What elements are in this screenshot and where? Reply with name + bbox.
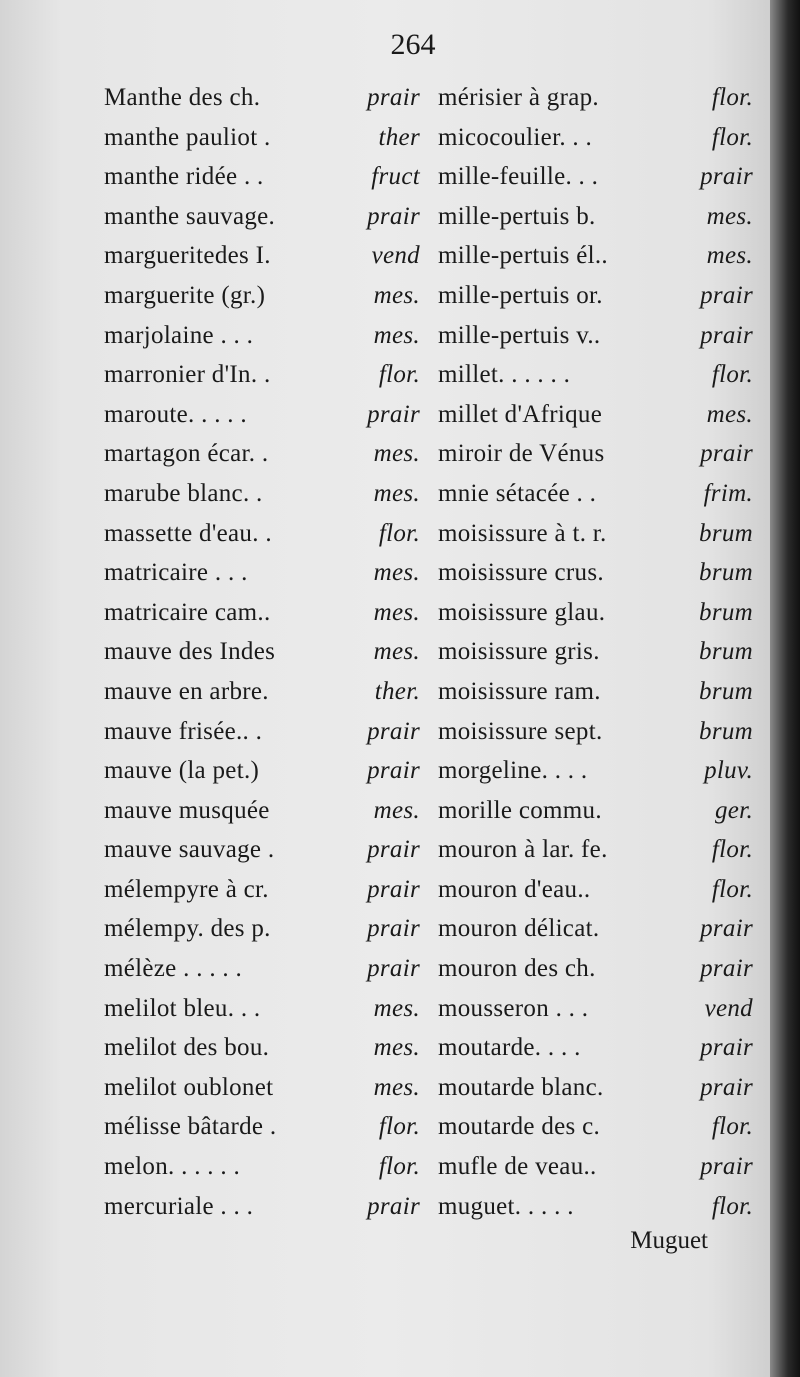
plant-name: massette d'eau. . [104, 519, 272, 547]
index-entry [438, 593, 753, 633]
calendar-category: brum [699, 677, 753, 705]
plant-name: mille-pertuis or. [438, 281, 603, 309]
plant-name: margueritedes I. [104, 242, 271, 270]
index-entry [438, 949, 753, 989]
plant-name: micocoulier. . . [438, 123, 593, 151]
plant-name: mille-feuille. . . [438, 163, 599, 191]
calendar-category: brum [699, 519, 753, 547]
calendar-category: mes. [373, 598, 420, 626]
index-entry [438, 672, 753, 712]
index-entry [438, 791, 753, 831]
calendar-category: mes. [373, 994, 420, 1022]
plant-name: maroute. . . . . [104, 400, 247, 428]
plant-name: mauve en arbre. [104, 677, 269, 705]
calendar-category: brum [699, 598, 753, 626]
index-entry [438, 632, 753, 672]
index-entry [438, 514, 753, 554]
index-entry [438, 474, 753, 514]
index-entry [104, 1107, 420, 1147]
plant-name: mauve des Indes [104, 638, 276, 666]
plant-name: marguerite (gr.) [104, 281, 266, 309]
calendar-category: brum [699, 559, 753, 587]
calendar-category: frim. [703, 479, 753, 507]
index-entry [104, 276, 420, 316]
index-entry [438, 870, 753, 910]
plant-name: moisissure ram. [438, 677, 601, 705]
index-entry [104, 78, 420, 118]
index-entry [104, 197, 420, 237]
plant-name: mille-pertuis él.. [438, 242, 608, 270]
calendar-category: prair [700, 281, 753, 309]
calendar-category: mes. [706, 202, 753, 230]
index-entry [104, 632, 420, 672]
index-entry [438, 830, 753, 870]
calendar-category: flor. [711, 875, 753, 903]
plant-name: mauve (la pet.) [104, 757, 260, 785]
page-edge-shadow [770, 0, 800, 1377]
index-entry [438, 78, 753, 118]
index-entry [438, 236, 753, 276]
plant-name: manthe pauliot . [104, 123, 271, 151]
plant-name: marronier d'In. . [104, 361, 271, 389]
calendar-category: prair [700, 915, 753, 943]
index-entry [438, 355, 753, 395]
calendar-category: flor. [711, 836, 753, 864]
calendar-category: mes. [706, 242, 753, 270]
index-entry [104, 830, 420, 870]
index-entry [104, 355, 420, 395]
calendar-category: pluv. [704, 757, 753, 785]
plant-name: manthe sauvage. [104, 202, 276, 230]
calendar-category: prair [367, 84, 420, 111]
calendar-category: flor. [378, 519, 420, 547]
index-entry [438, 1147, 753, 1187]
index-entry [438, 157, 753, 197]
index-entry [438, 276, 753, 316]
index-entry [438, 395, 753, 435]
index-entry [104, 989, 420, 1029]
index-entry [104, 514, 420, 554]
index-entry [438, 316, 753, 356]
index-entry [438, 553, 753, 593]
calendar-category: vend [704, 994, 753, 1022]
calendar-category: flor. [711, 84, 753, 111]
index-entry [438, 751, 753, 791]
plant-name: melilot des bou. [104, 1034, 270, 1062]
plant-name: mélempyre à cr. [104, 875, 269, 903]
plant-name: mercuriale . . . [104, 1192, 254, 1220]
index-entry [438, 1068, 753, 1108]
plant-name: mille-pertuis v.. [438, 321, 601, 349]
plant-name: moisissure à t. r. [438, 519, 607, 547]
calendar-category: prair [367, 202, 420, 230]
index-entry [438, 197, 753, 237]
calendar-category: prair [367, 955, 420, 983]
calendar-category: flor. [711, 361, 753, 389]
index-entry [104, 1187, 420, 1227]
plant-name: moisissure sept. [438, 717, 603, 745]
plant-name: melon. . . . . . [104, 1153, 241, 1181]
plant-name: mouron des ch. [438, 955, 596, 983]
calendar-category: fruct [371, 163, 420, 191]
plant-name: melilot oublonet [104, 1073, 274, 1101]
calendar-category: mes. [373, 479, 420, 507]
plant-name: mnie sétacée . . [438, 479, 597, 507]
plant-name: mauve musquée [104, 796, 270, 824]
plant-name: Manthe des ch. [104, 84, 261, 111]
index-entry [104, 712, 420, 752]
index-entry [438, 1187, 753, 1227]
index-entry [104, 1028, 420, 1068]
calendar-category: ger. [714, 796, 753, 824]
calendar-category: mes. [373, 440, 420, 468]
index-entry [104, 751, 420, 791]
calendar-category: flor. [378, 1153, 420, 1181]
page-number: 264 [390, 28, 436, 61]
index-entry [104, 791, 420, 831]
calendar-category: mes. [373, 321, 420, 349]
plant-name: morgeline. . . . [438, 757, 588, 785]
left-column [104, 78, 420, 1226]
plant-name: marjolaine . . . [104, 321, 254, 349]
index-entry [438, 118, 753, 158]
plant-name: mouron d'eau.. [438, 875, 591, 903]
calendar-category: prair [367, 1192, 420, 1220]
plant-name: manthe ridée . . [104, 163, 264, 191]
plant-name: moutarde des c. [438, 1113, 601, 1141]
calendar-category: prair [700, 955, 753, 983]
right-column [438, 78, 753, 1226]
plant-name: mousseron . . . [438, 994, 589, 1022]
index-entry [438, 909, 753, 949]
calendar-category: mes. [373, 638, 420, 666]
index-entry [104, 909, 420, 949]
plant-name: matricaire cam.. [104, 598, 271, 626]
calendar-category: prair [367, 757, 420, 785]
calendar-category: prair [700, 440, 753, 468]
plant-name: miroir de Vénus [438, 440, 605, 468]
index-entry [104, 395, 420, 435]
plant-name: mélisse bâtarde . [104, 1113, 277, 1141]
plant-name: mille-pertuis b. [438, 202, 596, 230]
calendar-category: mes. [373, 1073, 420, 1101]
plant-name: mouron délicat. [438, 915, 600, 943]
plant-name: moutarde blanc. [438, 1073, 604, 1101]
plant-name: moisissure gris. [438, 638, 600, 666]
calendar-category: ther. [374, 677, 420, 705]
calendar-category: mes. [706, 400, 753, 428]
plant-name: muguet. . . . . [438, 1192, 574, 1220]
calendar-category: flor. [378, 361, 420, 389]
calendar-category: brum [699, 717, 753, 745]
calendar-category: prair [367, 400, 420, 428]
plant-name: morille commu. [438, 796, 602, 824]
index-entry [104, 118, 420, 158]
plant-name: matricaire . . . [104, 559, 248, 587]
plant-name: mouron à lar. fe. [438, 836, 608, 864]
calendar-category: prair [367, 717, 420, 745]
index-entry [438, 1107, 753, 1147]
index-entry [104, 870, 420, 910]
index-entry [104, 316, 420, 356]
plant-name: moisissure crus. [438, 559, 604, 587]
plant-name: melilot bleu. . . [104, 994, 261, 1022]
plant-name: millet. . . . . . [438, 361, 571, 389]
calendar-category: vend [371, 242, 420, 270]
index-entry [104, 1147, 420, 1187]
calendar-category: prair [367, 915, 420, 943]
plant-name: mélempy. des p. [104, 915, 271, 943]
calendar-category: prair [700, 163, 753, 191]
plant-name: mauve sauvage . [104, 836, 275, 864]
calendar-category: prair [700, 321, 753, 349]
calendar-category: flor. [711, 123, 753, 151]
plant-name: mauve frisée.. . [104, 717, 263, 745]
index-entry [104, 474, 420, 514]
index-entry [438, 1028, 753, 1068]
plant-name: moisissure glau. [438, 598, 606, 626]
index-entry [438, 712, 753, 752]
catchword: Muguet [630, 1227, 708, 1254]
calendar-category: flor. [711, 1192, 753, 1220]
calendar-category: brum [699, 638, 753, 666]
index-entry [438, 989, 753, 1029]
index-entry [104, 593, 420, 633]
index-entry [104, 553, 420, 593]
plant-name: moutarde. . . . [438, 1034, 581, 1062]
calendar-category: mes. [373, 796, 420, 824]
calendar-category: prair [367, 836, 420, 864]
index-entry [438, 434, 753, 474]
calendar-category: flor. [711, 1113, 753, 1141]
index-entry [104, 949, 420, 989]
index-entry [104, 157, 420, 197]
plant-name: millet d'Afrique [438, 400, 603, 428]
index-entry [104, 672, 420, 712]
plant-name: mufle de veau.. [438, 1153, 597, 1181]
plant-name: mérisier à grap. [438, 84, 599, 111]
calendar-category: mes. [373, 559, 420, 587]
plant-name: mélèze . . . . . [104, 955, 243, 983]
plant-name: martagon écar. . [104, 440, 269, 468]
index-entry [104, 1068, 420, 1108]
calendar-category: prair [700, 1153, 753, 1181]
calendar-category: prair [700, 1034, 753, 1062]
plant-name: marube blanc. . [104, 479, 263, 507]
calendar-category: mes. [373, 1034, 420, 1062]
calendar-category: mes. [373, 281, 420, 309]
calendar-category: prair [700, 1073, 753, 1101]
index-entry [104, 434, 420, 474]
calendar-category: ther [378, 123, 420, 151]
calendar-category: flor. [378, 1113, 420, 1141]
index-entry [104, 236, 420, 276]
calendar-category: prair [367, 875, 420, 903]
